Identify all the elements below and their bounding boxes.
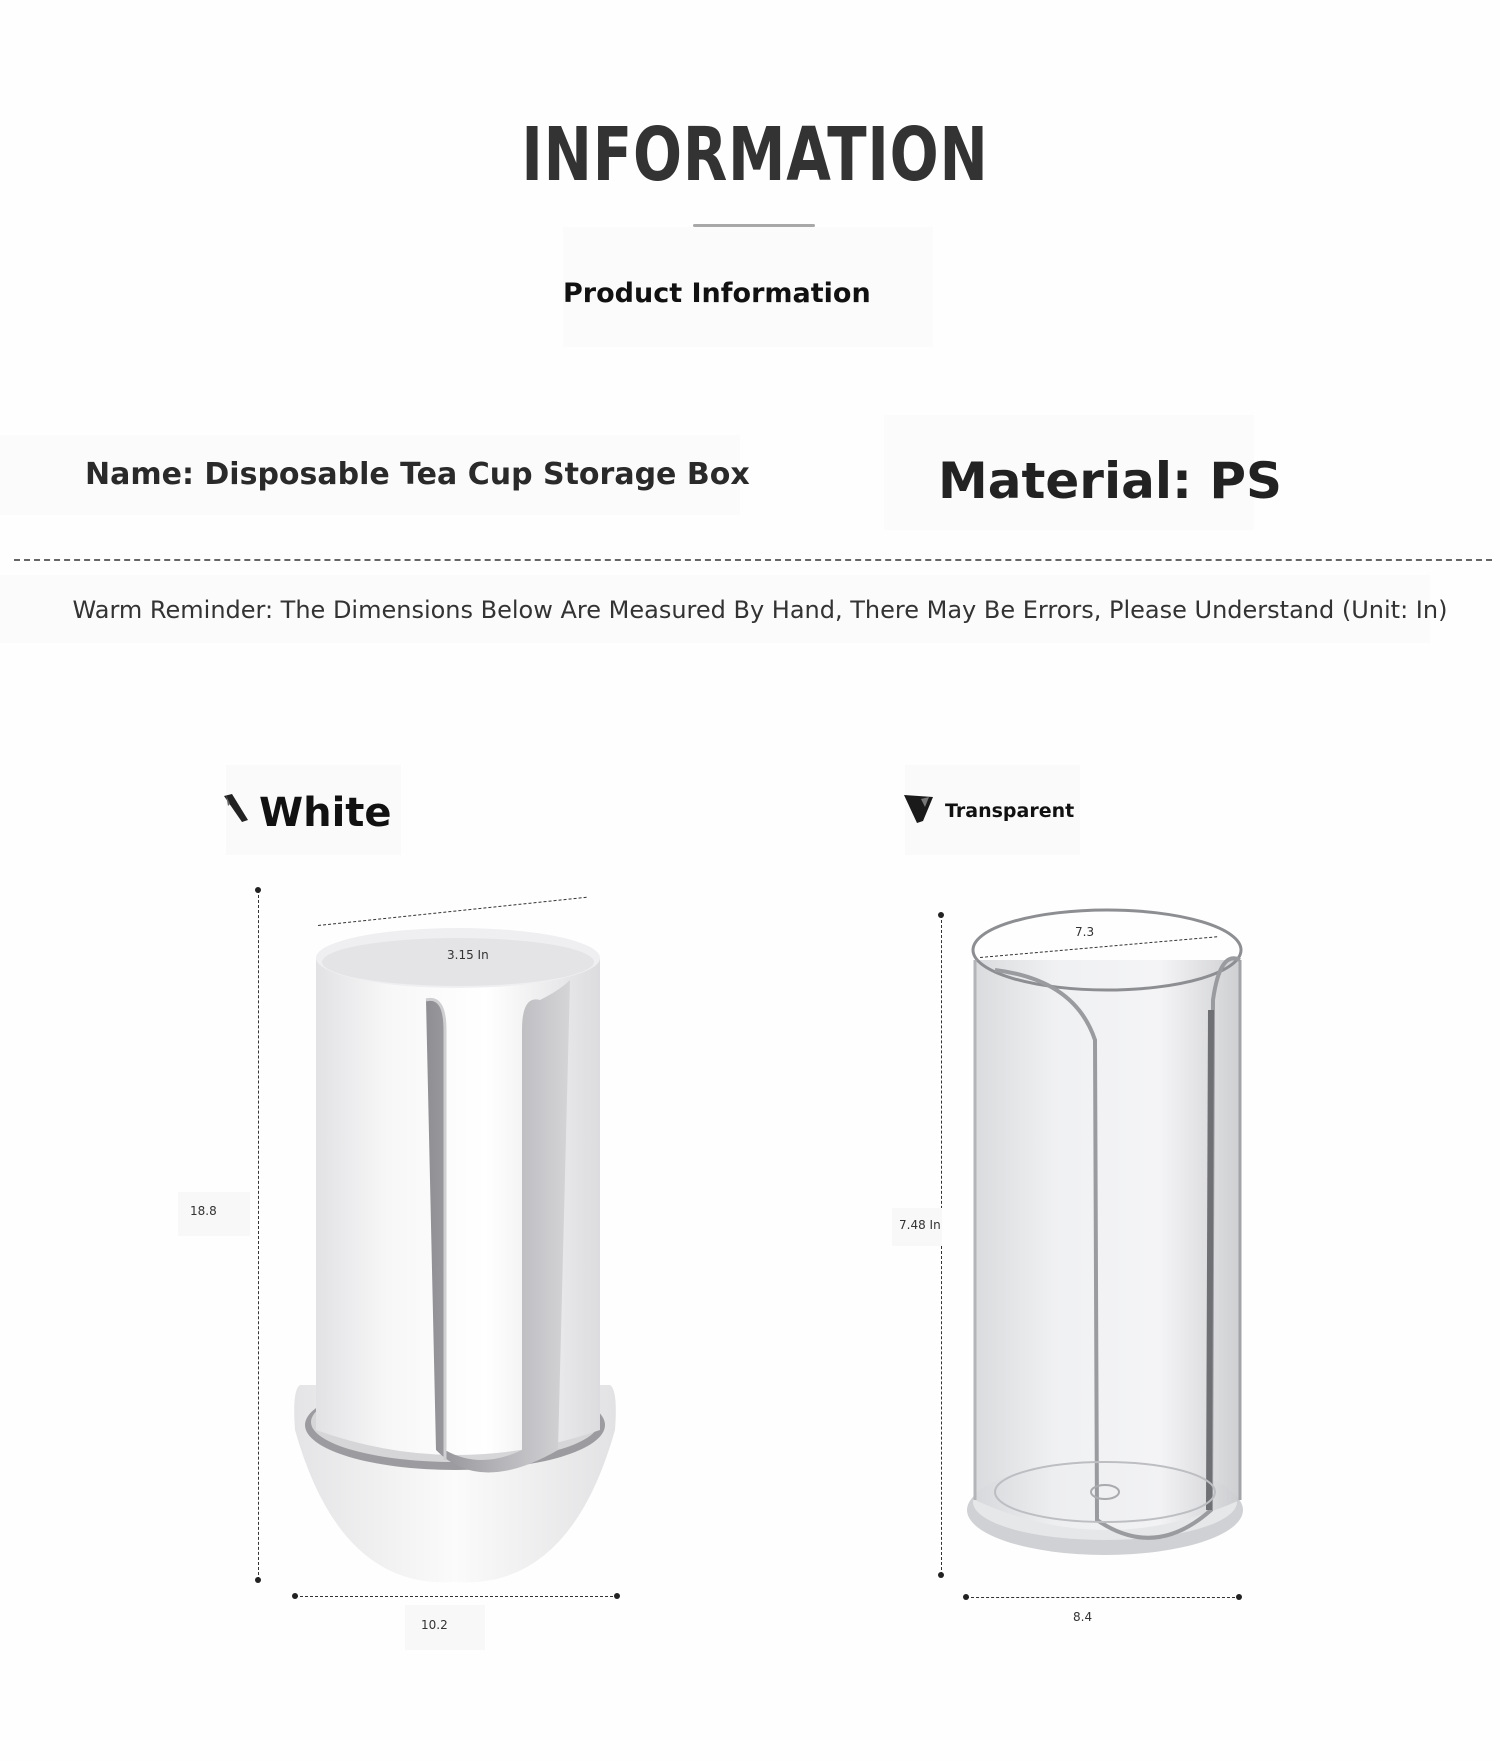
white-bottom-left-dot <box>292 1593 298 1599</box>
white-height-top-dot <box>255 887 261 893</box>
measurement-reminder: Warm Reminder: The Dimensions Below Are Measured By Hand, There May Be Errors, Please Understand (Unit: In) <box>72 596 1448 624</box>
transparent-height-top-dot <box>938 912 944 918</box>
section-subtitle: Product Information <box>563 278 871 309</box>
section-divider <box>14 559 1492 561</box>
white-bottom-right-dot <box>614 1593 620 1599</box>
transparent-bottom-left-dot <box>963 1594 969 1600</box>
transparent-bottom-line <box>966 1597 1240 1598</box>
product-material: Material: PS <box>938 452 1283 510</box>
white-height-line <box>258 890 259 1580</box>
transparent-holder-image <box>955 880 1255 1600</box>
white-bottom-label: 10.2 <box>421 1618 448 1632</box>
variant-label-white: White <box>259 790 392 836</box>
white-height-label: 18.8 <box>190 1204 217 1218</box>
variant-label-transparent: Transparent <box>945 800 1075 822</box>
white-holder-image <box>240 870 660 1620</box>
page-title: INFORMATION <box>521 112 989 198</box>
product-name: Name: Disposable Tea Cup Storage Box <box>85 457 750 492</box>
transparent-bottom-right-dot <box>1236 1594 1242 1600</box>
white-brush-icon <box>222 792 250 824</box>
transparent-top-label: 7.3 <box>1075 925 1095 939</box>
white-top-label: 3.15 In <box>447 948 489 962</box>
transparent-height-label: 7.48 In <box>899 1218 941 1232</box>
transparent-brush-icon <box>903 793 937 825</box>
transparent-height-bottom-dot <box>938 1572 944 1578</box>
white-height-bottom-dot <box>255 1577 261 1583</box>
white-bottom-line <box>295 1596 618 1597</box>
transparent-bottom-label: 8.4 <box>1073 1610 1093 1624</box>
